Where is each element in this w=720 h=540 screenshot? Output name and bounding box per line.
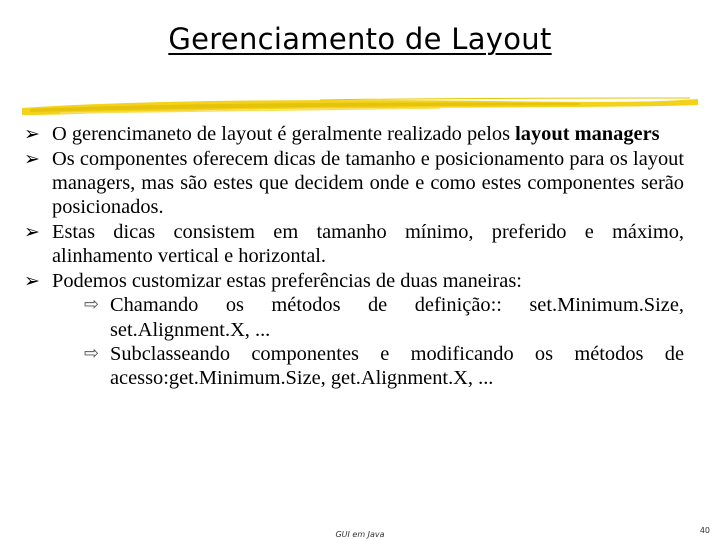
subbullet-item: [84, 342, 684, 390]
slide-title: Gerenciamento de Layout: [168, 22, 552, 56]
bullet-item: [24, 269, 684, 293]
outline-arrow-icon: ⇨: [84, 294, 100, 316]
title-rule: [20, 96, 700, 118]
slide-body: [24, 122, 684, 390]
arrowhead-bullet-icon: ➢: [24, 269, 40, 292]
bullet-text: Podemos customizar estas preferências de duas maneiras:: [52, 269, 522, 292]
bullet-item: [24, 220, 684, 268]
bullet-item: [24, 122, 684, 146]
arrowhead-bullet-icon: ➢: [24, 123, 40, 145]
bullet-item: [24, 147, 684, 220]
page-number: 40: [699, 526, 710, 535]
subbullet-text: Chamando os métodos de definição:: set.Minimum.Size, set.Alignment.X, ...: [110, 294, 684, 341]
arrowhead-bullet-icon: ➢: [24, 147, 40, 170]
bullet-text: Estas dicas consistem em tamanho mínimo, preferido e máximo, alinhamento vertical e horizontal.: [52, 220, 684, 268]
bullet-text: Os componentes oferecem dicas de tamanho e posicionamento para os layout managers, mas são estes que decidem onde e como estes componentes serão posicionados.: [52, 147, 684, 219]
arrowhead-bullet-icon: ➢: [24, 220, 40, 243]
bullet-bold-text: layout managers: [515, 123, 660, 145]
outline-arrow-icon: ⇨: [84, 342, 100, 364]
subbullet-text: Subclasseando componentes e modificando os métodos de acesso:get.Minimum.Size, get.Alignment.X, ...: [110, 342, 684, 390]
footer-caption: GUI em Java: [335, 530, 385, 539]
bullet-text: O gerencimaneto de layout é geralmente realizado pelos: [52, 123, 516, 145]
subbullet-item: [84, 293, 684, 341]
